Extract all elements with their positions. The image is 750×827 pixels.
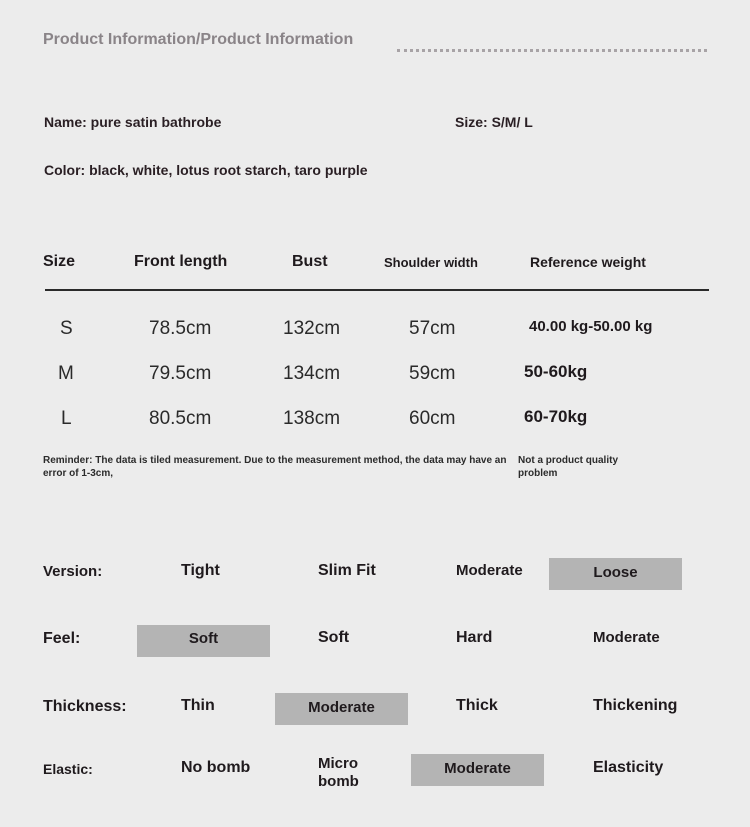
feel-option: Soft <box>318 629 350 646</box>
col-header-bust: Bust <box>292 253 328 270</box>
table-cell: 60cm <box>409 408 456 429</box>
table-cell: 57cm <box>409 318 456 339</box>
table-cell: S <box>60 318 73 339</box>
col-header-shoulder-width: Shoulder width <box>384 255 478 270</box>
elastic-option: Elasticity <box>593 759 664 776</box>
table-cell: 80.5cm <box>149 408 212 429</box>
table-cell: 138cm <box>283 408 341 429</box>
quality-note: Not a product quality problem <box>518 455 618 479</box>
version-label: Version: <box>43 563 103 580</box>
page-title: Product Information/Product Information <box>43 31 354 48</box>
feel-option: Moderate <box>593 629 660 646</box>
elastic-option: Micro bomb <box>318 755 359 790</box>
table-cell: 79.5cm <box>149 363 212 384</box>
feel-option-selected: Soft <box>137 625 270 657</box>
thickness-option: Thickening <box>593 697 678 714</box>
thickness-option-selected: Moderate <box>275 693 408 725</box>
col-header-size: Size <box>43 253 76 270</box>
feel-option: Hard <box>456 629 493 646</box>
elastic-label: Elastic: <box>43 761 93 777</box>
col-header-front-length: Front length <box>134 253 228 270</box>
table-cell: L <box>61 408 72 429</box>
col-header-reference-weight: Reference weight <box>530 254 646 270</box>
product-colors: Color: black, white, lotus root starch, taro purple <box>44 162 368 178</box>
table-cell: 40.00 kg-50.00 kg <box>529 318 653 335</box>
table-cell: M <box>58 363 74 384</box>
version-option: Slim Fit <box>318 562 376 579</box>
dotted-divider <box>397 49 707 52</box>
measurement-reminder: Reminder: The data is tiled measurement. Due to the measurement method, the data may have an error of 1-3cm, <box>43 455 507 479</box>
table-cell: 132cm <box>283 318 341 339</box>
version-option-selected: Loose <box>549 558 682 590</box>
thickness-label: Thickness: <box>43 698 127 715</box>
product-name: Name: pure satin bathrobe <box>44 114 222 130</box>
table-cell: 78.5cm <box>149 318 212 339</box>
version-option: Tight <box>181 562 220 579</box>
version-option: Moderate <box>456 562 523 579</box>
table-cell: 60-70kg <box>524 407 588 426</box>
header-rule <box>45 289 709 291</box>
table-cell: 50-60kg <box>524 362 588 381</box>
thickness-option: Thin <box>181 697 215 714</box>
feel-label: Feel: <box>43 630 81 647</box>
elastic-option: No bomb <box>181 759 251 776</box>
table-cell: 59cm <box>409 363 456 384</box>
thickness-option: Thick <box>456 697 498 714</box>
product-sizes: Size: S/M/ L <box>455 114 533 130</box>
elastic-option-selected: Moderate <box>411 754 544 786</box>
table-cell: 134cm <box>283 363 341 384</box>
